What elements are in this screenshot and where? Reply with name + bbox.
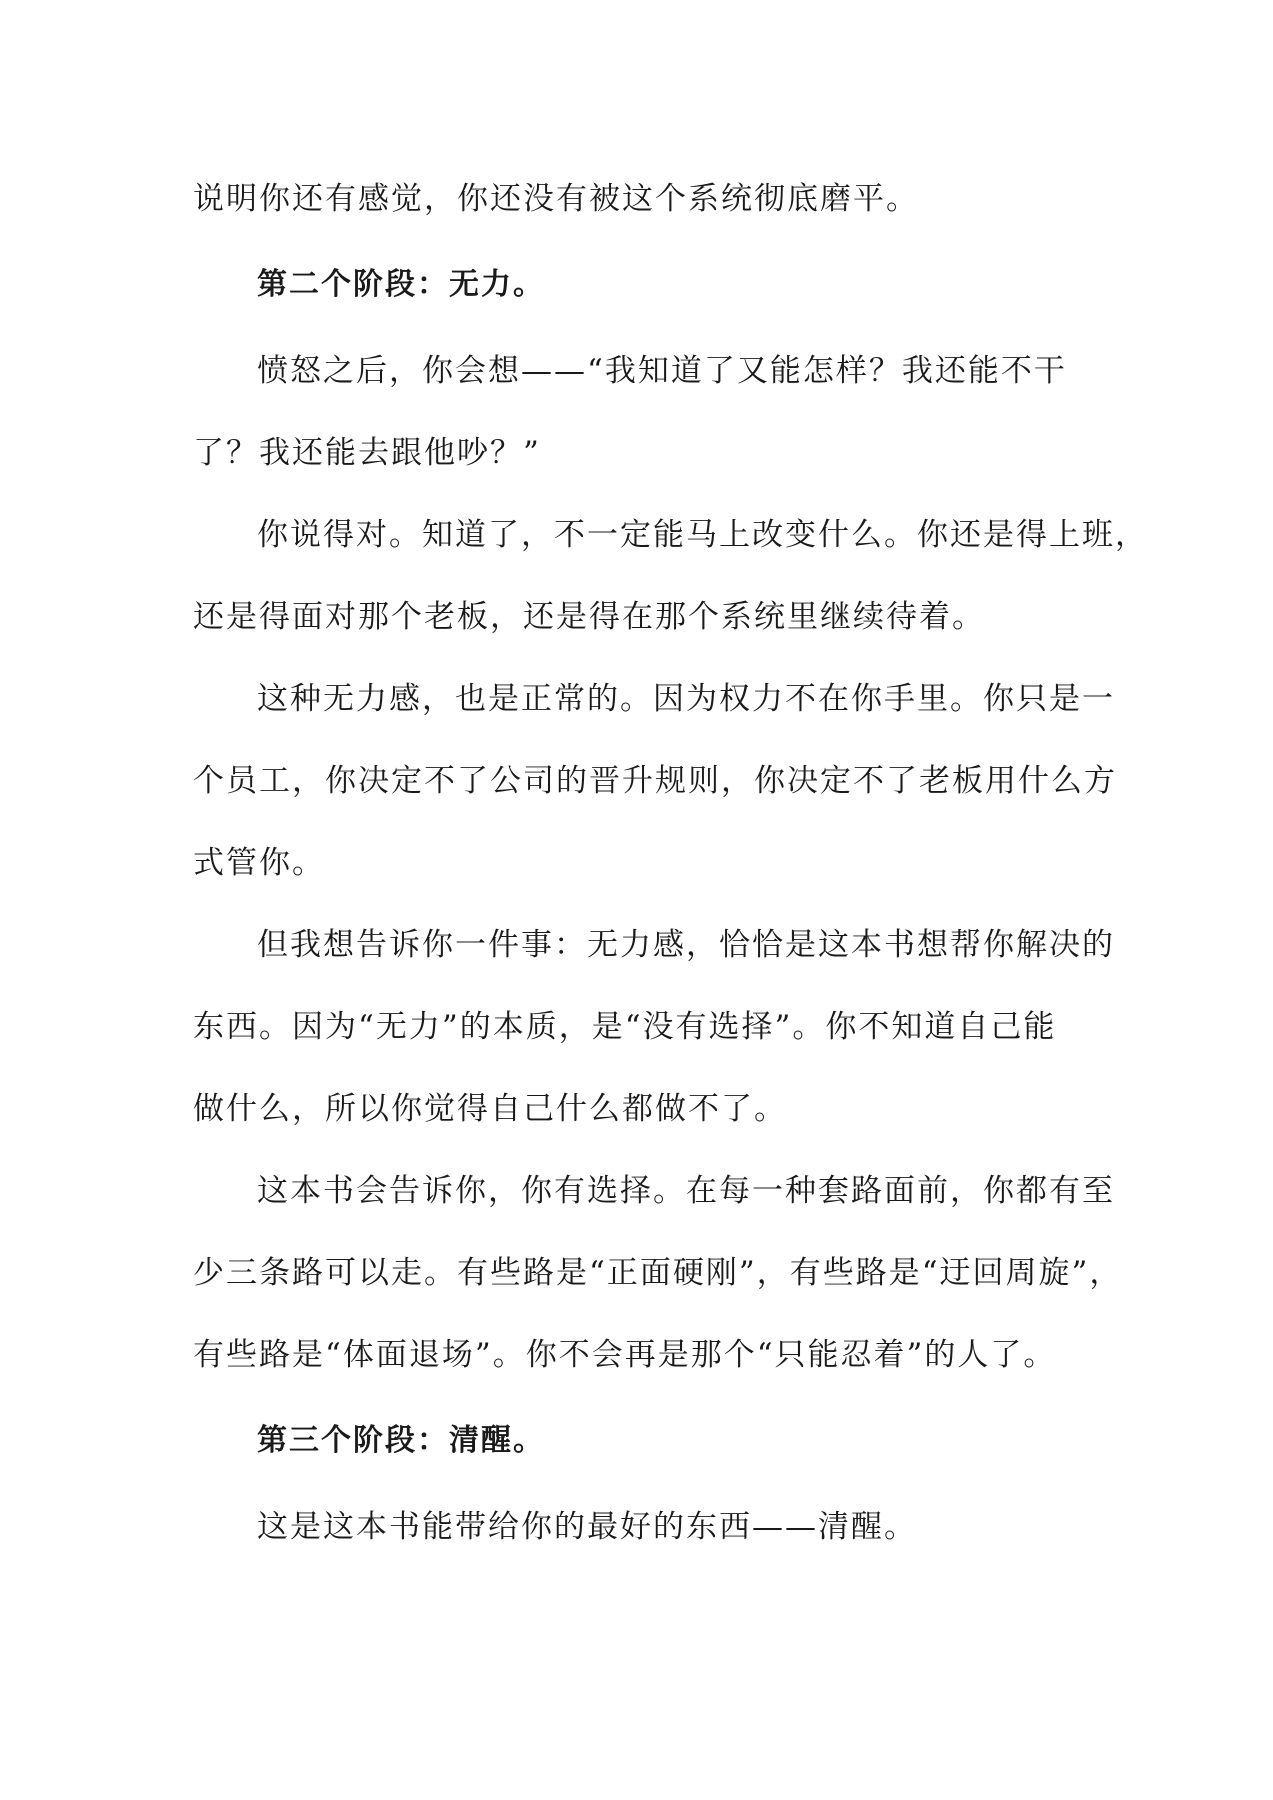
document-body [193,158,1148,1568]
paragraph-line: 有些路是“体面退场”。你不会再是那个“只能忍着”的人了。 [193,1337,1057,1373]
paragraph-line: 了？我还能去跟他吵？” [193,435,541,471]
paragraph-line: 还是得面对那个老板，还是得在那个系统里继续待着。 [193,599,985,635]
paragraph-line: 说明你还有感觉，你还没有被这个系统彻底磨平。 [193,181,919,217]
paragraph-line: 少三条路可以走。有些路是“正面硬刚”，有些路是“迂回周旋”， [193,1255,1123,1291]
section-heading: 第三个阶段：清醒。 [257,1423,545,1458]
paragraph-line: 东西。因为“无力”的本质，是“没有选择”。你不知道自己能 [193,1009,1057,1045]
paragraph-line: 这本书会告诉你，你有选择。在每一种套路面前，你都有至 [257,1173,1115,1209]
paragraph-line: 但我想告诉你一件事：无力感，恰恰是这本书想帮你解决的 [257,927,1115,963]
paragraph-line: 你说得对。知道了，不一定能马上改变什么。你还是得上班， [257,517,1148,553]
paragraph-line: 这种无力感，也是正常的。因为权力不在你手里。你只是一 [257,681,1115,717]
paragraph-line: 个员工，你决定不了公司的晋升规则，你决定不了老板用什么方 [193,763,1117,799]
paragraph-line: 式管你。 [193,845,325,881]
paragraph-line: 愤怒之后，你会想——“我知道了又能怎样？我还能不干 [257,353,1067,389]
paragraph-line: 做什么，所以你觉得自己什么都做不了。 [193,1091,787,1127]
section-heading: 第二个阶段：无力。 [257,267,545,302]
paragraph-line: 这是这本书能带给你的最好的东西——清醒。 [257,1509,917,1545]
